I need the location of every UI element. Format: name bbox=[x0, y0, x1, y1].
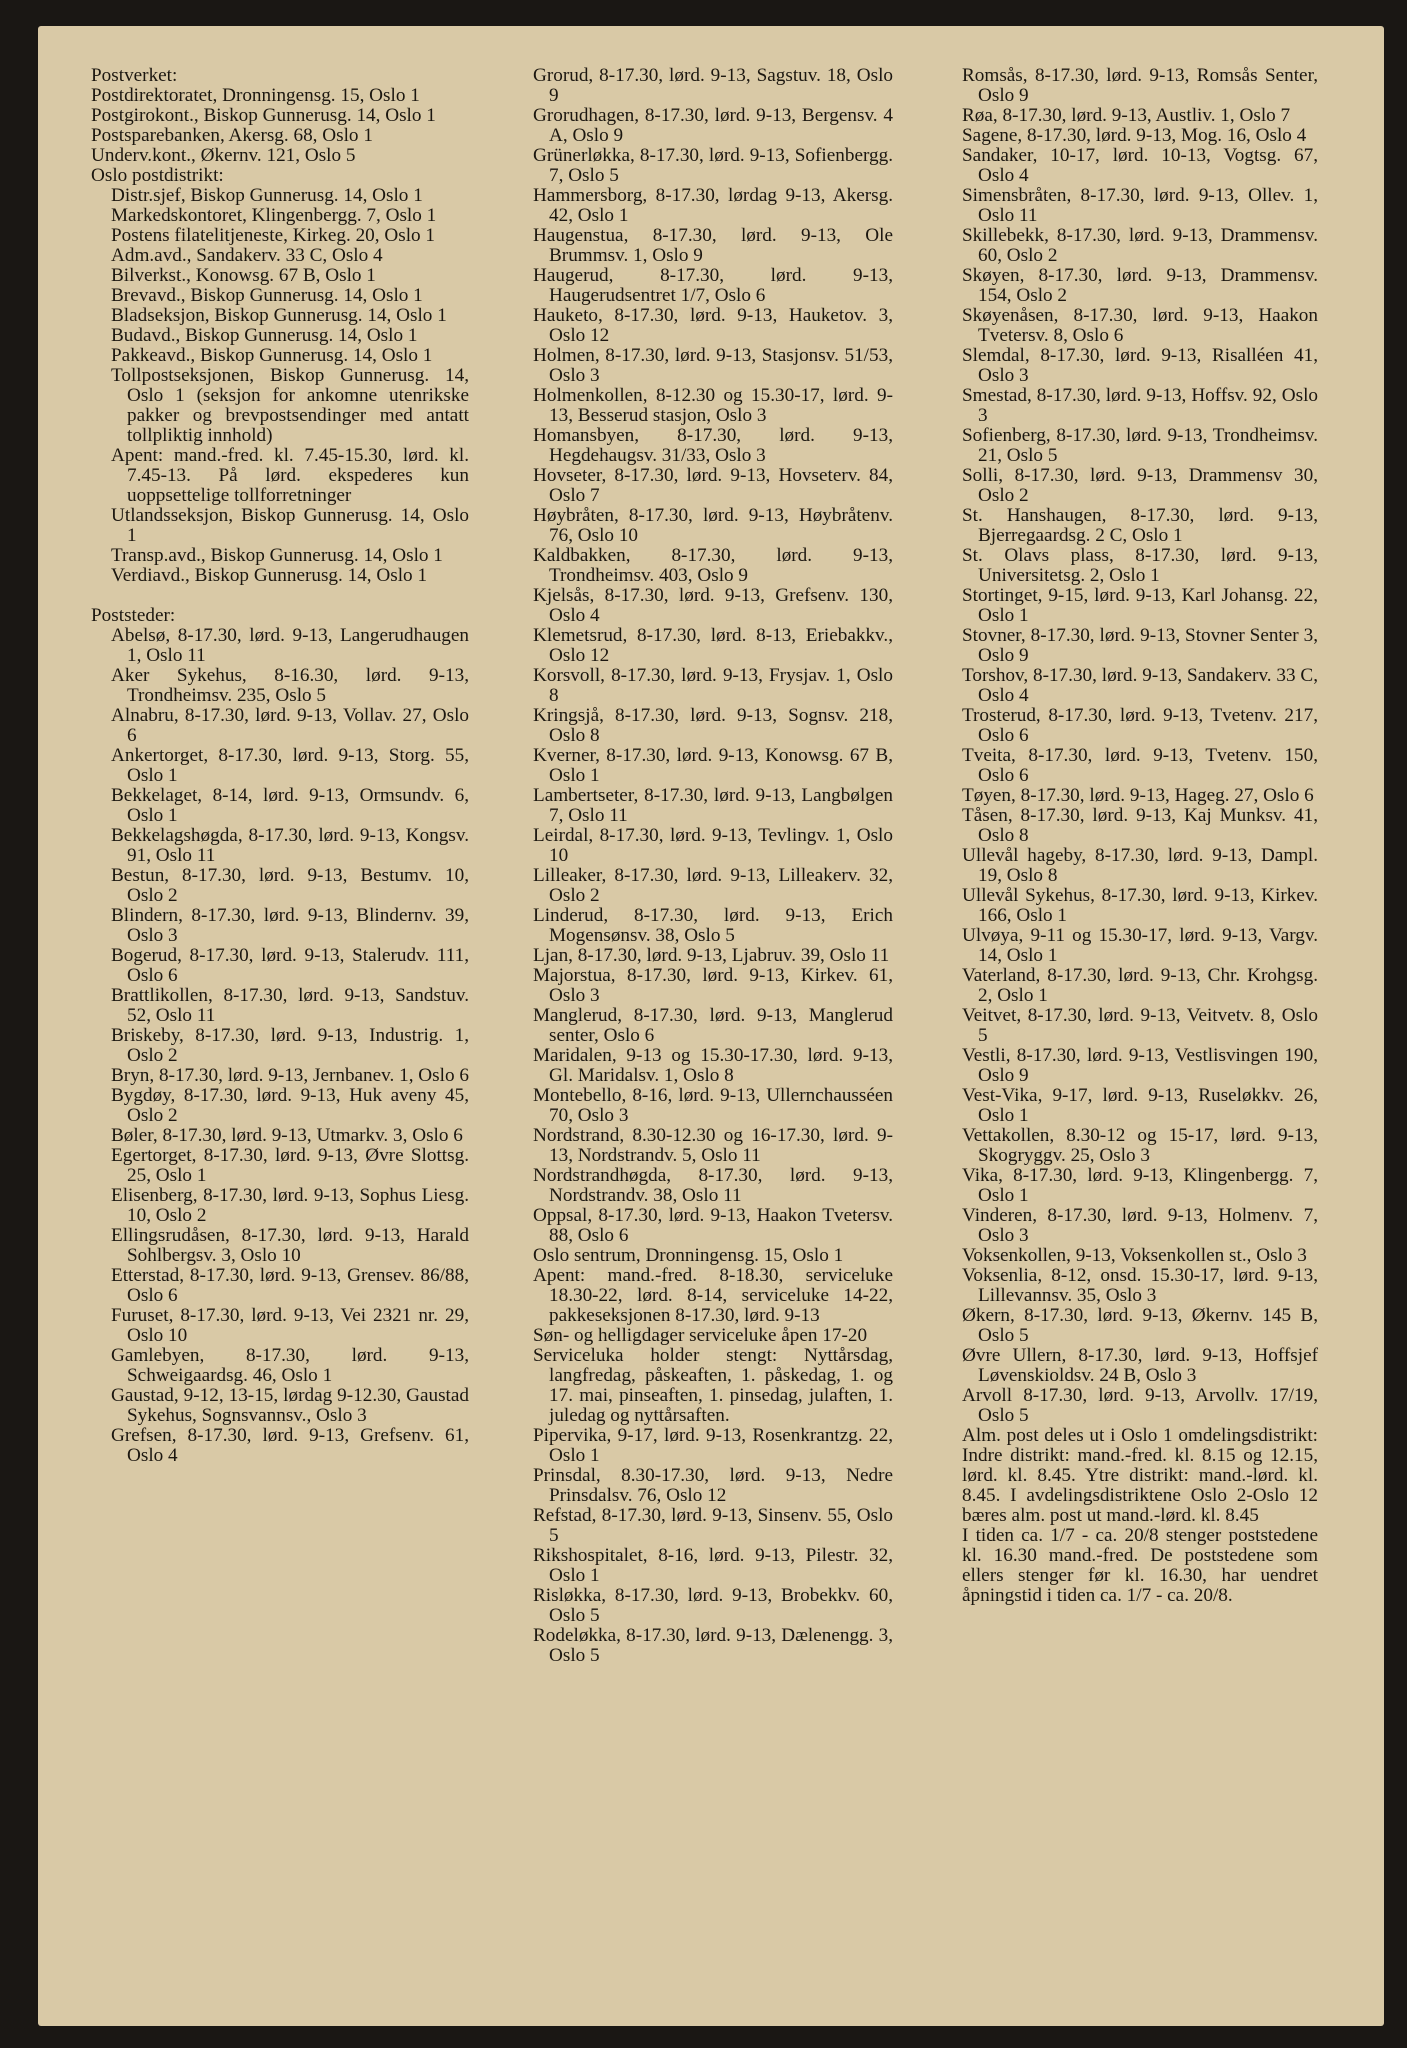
directory-entry: Homansbyen, 8-17.30, lørd. 9-13, Hegdehaugsv. 31/33, Oslo 3 bbox=[533, 425, 893, 466]
directory-entry: Etterstad, 8-17.30, lørd. 9-13, Grensev. 86/88, Oslo 6 bbox=[111, 1265, 469, 1306]
directory-entry: Vaterland, 8-17.30, lørd. 9-13, Chr. Krohgsg. 2, Oslo 1 bbox=[962, 965, 1318, 1006]
directory-entry: Bekkelagshøgda, 8-17.30, lørd. 9-13, Kongsv. 91, Oslo 11 bbox=[111, 825, 469, 866]
directory-entry: Hauketo, 8-17.30, lørd. 9-13, Hauketov. 3, Oslo 12 bbox=[533, 305, 893, 346]
directory-entry: Økern, 8-17.30, lørd. 9-13, Økernv. 145 B, Oslo 5 bbox=[962, 1305, 1318, 1346]
directory-entry: Manglerud, 8-17.30, lørd. 9-13, Manglerud senter, Oslo 6 bbox=[533, 1005, 893, 1046]
column-3 bbox=[962, 66, 1318, 1606]
directory-entry: Grefsen, 8-17.30, lørd. 9-13, Grefsenv. 61, Oslo 4 bbox=[111, 1425, 469, 1466]
directory-entry: Tveita, 8-17.30, lørd. 9-13, Tvetenv. 150, Oslo 6 bbox=[962, 745, 1318, 786]
directory-entry: Egertorget, 8-17.30, lørd. 9-13, Øvre Slottsg. 25, Oslo 1 bbox=[111, 1145, 469, 1186]
directory-entry: Gamlebyen, 8-17.30, lørd. 9-13, Schweigaardsg. 46, Oslo 1 bbox=[111, 1345, 469, 1386]
directory-entry: Solli, 8-17.30, lørd. 9-13, Drammensv 30, Oslo 2 bbox=[962, 465, 1318, 506]
directory-entry: Bygdøy, 8-17.30, lørd. 9-13, Huk aveny 45, Oslo 2 bbox=[111, 1085, 469, 1126]
directory-entry: Nordstrandhøgda, 8-17.30, lørd. 9-13, Nordstrandv. 38, Oslo 11 bbox=[533, 1165, 893, 1206]
directory-entry: Brattlikollen, 8-17.30, lørd. 9-13, Sandstuv. 52, Oslo 11 bbox=[111, 985, 469, 1026]
directory-entry: Distr.sjef, Biskop Gunnerusg. 14, Oslo 1 bbox=[111, 185, 423, 206]
directory-entry: Postsparebanken, Akersg. 68, Oslo 1 bbox=[91, 125, 373, 146]
directory-entry: Ulvøya, 9-11 og 15.30-17, lørd. 9-13, Vargv. 14, Oslo 1 bbox=[962, 925, 1318, 966]
section-heading: Oslo postdistrikt: bbox=[91, 165, 224, 186]
directory-entry: Montebello, 8-16, lørd. 9-13, Ullernchausséen 70, Oslo 3 bbox=[533, 1085, 893, 1126]
directory-entry: Bekkelaget, 8-14, lørd. 9-13, Ormsundv. 6, Oslo 1 bbox=[111, 785, 469, 826]
directory-entry: Smestad, 8-17.30, lørd. 9-13, Hoffsv. 92, Oslo 3 bbox=[962, 385, 1318, 426]
directory-entry: Vettakollen, 8.30-12 og 15-17, lørd. 9-13, Skogryggv. 25, Oslo 3 bbox=[962, 1125, 1318, 1166]
directory-entry: Kaldbakken, 8-17.30, lørd. 9-13, Trondheimsv. 403, Oslo 9 bbox=[533, 545, 893, 586]
directory-entry: Furuset, 8-17.30, lørd. 9-13, Vei 2321 nr. 29, Oslo 10 bbox=[111, 1305, 469, 1346]
directory-entry: Øvre Ullern, 8-17.30, lørd. 9-13, Hoffsjef Løvenskioldsv. 24 B, Oslo 3 bbox=[962, 1345, 1318, 1386]
directory-entry: Leirdal, 8-17.30, lørd. 9-13, Tevlingv. 1, Oslo 10 bbox=[533, 825, 893, 866]
directory-entry: Gaustad, 9-12, 13-15, lørdag 9-12.30, Gaustad Sykehus, Sognsvannsv., Oslo 3 bbox=[111, 1385, 469, 1426]
directory-entry: Kjelsås, 8-17.30, lørd. 9-13, Grefsenv. 130, Oslo 4 bbox=[533, 585, 893, 626]
directory-entry: Simensbråten, 8-17.30, lørd. 9-13, Ollev. 1, Oslo 11 bbox=[962, 185, 1318, 226]
directory-entry: Vika, 8-17.30, lørd. 9-13, Klingenbergg. 7, Oslo 1 bbox=[962, 1165, 1318, 1206]
directory-entry: Linderud, 8-17.30, lørd. 9-13, Erich Mogensønsv. 38, Oslo 5 bbox=[533, 905, 893, 946]
directory-entry: Verdiavd., Biskop Gunnerusg. 14, Oslo 1 bbox=[111, 565, 428, 586]
directory-entry: Postdirektoratet, Dronningensg. 15, Oslo 1 bbox=[91, 85, 420, 106]
directory-entry: Voksenlia, 8-12, onsd. 15.30-17, lørd. 9-13, Lillevannsv. 35, Oslo 3 bbox=[962, 1265, 1318, 1306]
directory-entry: Briskeby, 8-17.30, lørd. 9-13, Industrig. 1, Oslo 2 bbox=[111, 1025, 469, 1066]
directory-entry: Arvoll 8-17.30, lørd. 9-13, Arvollv. 17/19, Oslo 5 bbox=[962, 1385, 1318, 1426]
directory-entry: Slemdal, 8-17.30, lørd. 9-13, Risalléen 41, Oslo 3 bbox=[962, 345, 1318, 386]
directory-entry: Risløkka, 8-17.30, lørd. 9-13, Brobekkv. 60, Oslo 5 bbox=[533, 1585, 893, 1626]
directory-entry: Markedskontoret, Klingenbergg. 7, Oslo 1 bbox=[111, 205, 437, 226]
directory-entry: Tøyen, 8-17.30, lørd. 9-13, Hageg. 27, Oslo 6 bbox=[962, 785, 1314, 806]
section-heading: Postverket: bbox=[91, 65, 178, 86]
directory-entry: Tollpostseksjonen, Biskop Gunnerusg. 14, Oslo 1 (seksjon for ankomne utenrikske pakker og brevpostsendinger med antatt tollpliktig innhold) bbox=[111, 365, 469, 446]
directory-entry: Oppsal, 8-17.30, lørd. 9-13, Haakon Tvetersv. 88, Oslo 6 bbox=[533, 1205, 893, 1246]
directory-entry: Budavd., Biskop Gunnerusg. 14, Oslo 1 bbox=[111, 325, 418, 346]
directory-entry: Apent: mand.-fred. kl. 7.45-15.30, lørd. kl. 7.45-13. På lørd. ekspederes kun uoppsettelige tollforretninger bbox=[111, 445, 469, 506]
directory-entry: Søn- og helligdager serviceluke åpen 17-20 bbox=[533, 1325, 868, 1346]
directory-entry: Ankertorget, 8-17.30, lørd. 9-13, Storg. 55, Oslo 1 bbox=[111, 745, 469, 786]
directory-entry: Rikshospitalet, 8-16, lørd. 9-13, Pilestr. 32, Oslo 1 bbox=[533, 1545, 893, 1586]
directory-entry: Grorudhagen, 8-17.30, lørd. 9-13, Bergensv. 4 A, Oslo 9 bbox=[533, 105, 893, 146]
directory-entry: Kringsjå, 8-17.30, lørd. 9-13, Sognsv. 218, Oslo 8 bbox=[533, 705, 893, 746]
directory-entry: Sagene, 8-17.30, lørd. 9-13, Mog. 16, Oslo 4 bbox=[962, 125, 1307, 146]
directory-entry: Utlandsseksjon, Biskop Gunnerusg. 14, Oslo 1 bbox=[111, 505, 469, 546]
directory-entry: Majorstua, 8-17.30, lørd. 9-13, Kirkev. 61, Oslo 3 bbox=[533, 965, 893, 1006]
directory-entry: Underv.kont., Økernv. 121, Oslo 5 bbox=[91, 145, 356, 166]
directory-entry: Romsås, 8-17.30, lørd. 9-13, Romsås Senter, Oslo 9 bbox=[962, 65, 1318, 106]
note-paragraph: Alm. post deles ut i Oslo 1 omdelingsdistrikt: Indre distrikt: mand.-fred. kl. 8.15 og 12.15, lørd. kl. 8.45. Ytre distrikt: mand.-lørd. kl. 8.45. I avdelingsdistriktene Oslo 2-Oslo 12 bæres alm. post ut mand.-lørd. kl. 8.45 bbox=[962, 1425, 1318, 1526]
directory-entry: Skillebekk, 8-17.30, lørd. 9-13, Drammensv. 60, Oslo 2 bbox=[962, 225, 1318, 266]
directory-entry: Maridalen, 9-13 og 15.30-17.30, lørd. 9-13, Gl. Maridalsv. 1, Oslo 8 bbox=[533, 1045, 893, 1086]
section-heading: Poststeder: bbox=[91, 605, 176, 626]
note-paragraph: I tiden ca. 1/7 - ca. 20/8 stenger poststedene kl. 16.30 mand.-fred. De poststedene som ellers stenger før kl. 16.30, har uendret åpningstid i tiden ca. 1/7 - ca. 20/8. bbox=[962, 1525, 1318, 1606]
directory-entry: Alnabru, 8-17.30, lørd. 9-13, Vollav. 27, Oslo 6 bbox=[111, 705, 469, 746]
directory-entry: Ljan, 8-17.30, lørd. 9-13, Ljabruv. 39, Oslo 11 bbox=[533, 945, 890, 966]
directory-entry: Postens filatelitjeneste, Kirkeg. 20, Oslo 1 bbox=[111, 225, 436, 246]
directory-entry: Lambertseter, 8-17.30, lørd. 9-13, Langbølgen 7, Oslo 11 bbox=[533, 785, 893, 826]
directory-entry: Elisenberg, 8-17.30, lørd. 9-13, Sophus Liesg. 10, Oslo 2 bbox=[111, 1185, 469, 1226]
directory-entry: Sofienberg, 8-17.30, lørd. 9-13, Trondheimsv. 21, Oslo 5 bbox=[962, 425, 1318, 466]
directory-entry: Pakkeavd., Biskop Gunnerusg. 14, Oslo 1 bbox=[111, 345, 433, 366]
directory-entry: Ullevål Sykehus, 8-17.30, lørd. 9-13, Kirkev. 166, Oslo 1 bbox=[962, 885, 1318, 926]
directory-entry: Abelsø, 8-17.30, lørd. 9-13, Langerudhaugen 1, Oslo 11 bbox=[111, 625, 469, 666]
directory-entry: Kverner, 8-17.30, lørd. 9-13, Konowsg. 67 B, Oslo 1 bbox=[533, 745, 893, 786]
directory-entry: St. Hanshaugen, 8-17.30, lørd. 9-13, Bjerregaardsg. 2 C, Oslo 1 bbox=[962, 505, 1318, 546]
directory-entry: Stovner, 8-17.30, lørd. 9-13, Stovner Senter 3, Oslo 9 bbox=[962, 625, 1318, 666]
directory-entry: Aker Sykehus, 8-16.30, lørd. 9-13, Trondheimsv. 235, Oslo 5 bbox=[111, 665, 469, 706]
directory-entry: Ullevål hageby, 8-17.30, lørd. 9-13, Dampl. 19, Oslo 8 bbox=[962, 845, 1318, 886]
column-2 bbox=[533, 66, 893, 1666]
directory-entry: Skøyen, 8-17.30, lørd. 9-13, Drammensv. 154, Oslo 2 bbox=[962, 265, 1318, 306]
directory-entry: Serviceluka holder stengt: Nyttårsdag, langfredag, påskeaften, 1. påskedag, 1. og 17. mai, pinseaften, 1. pinsedag, julaften, 1. juledag og nyttårsaften. bbox=[533, 1345, 893, 1426]
column-1 bbox=[91, 66, 469, 1466]
directory-entry: Stortinget, 9-15, lørd. 9-13, Karl Johansg. 22, Oslo 1 bbox=[962, 585, 1318, 626]
directory-entry: Grünerløkka, 8-17.30, lørd. 9-13, Sofienbergg. 7, Oslo 5 bbox=[533, 145, 893, 186]
directory-entry: Refstad, 8-17.30, lørd. 9-13, Sinsenv. 55, Oslo 5 bbox=[533, 1505, 893, 1546]
directory-entry: Haugenstua, 8-17.30, lørd. 9-13, Ole Brummsv. 1, Oslo 9 bbox=[533, 225, 893, 266]
directory-entry: Bøler, 8-17.30, lørd. 9-13, Utmarkv. 3, Oslo 6 bbox=[111, 1125, 463, 1146]
directory-entry: Prinsdal, 8.30-17.30, lørd. 9-13, Nedre Prinsdalsv. 76, Oslo 12 bbox=[533, 1465, 893, 1506]
directory-entry: Holmen, 8-17.30, lørd. 9-13, Stasjonsv. 51/53, Oslo 3 bbox=[533, 345, 893, 386]
directory-entry: Ellingsrudåsen, 8-17.30, lørd. 9-13, Harald Sohlbergsv. 3, Oslo 10 bbox=[111, 1225, 469, 1266]
directory-entry: Bladseksjon, Biskop Gunnerusg. 14, Oslo 1 bbox=[111, 305, 447, 326]
directory-entry: Vestli, 8-17.30, lørd. 9-13, Vestlisvingen 190, Oslo 9 bbox=[962, 1045, 1318, 1086]
directory-entry: Torshov, 8-17.30, lørd. 9-13, Sandakerv. 33 C, Oslo 4 bbox=[962, 665, 1318, 706]
directory-entry: Apent: mand.-fred. 8-18.30, serviceluke 18.30-22, lørd. 8-14, serviceluke 14-22, pakkeseksjonen 8-17.30, lørd. 9-13 bbox=[533, 1265, 893, 1326]
directory-entry: Transp.avd., Biskop Gunnerusg. 14, Oslo 1 bbox=[111, 545, 443, 566]
directory-entry: Sandaker, 10-17, lørd. 10-13, Vogtsg. 67, Oslo 4 bbox=[962, 145, 1318, 186]
directory-entry: Blindern, 8-17.30, lørd. 9-13, Blindernv. 39, Oslo 3 bbox=[111, 905, 469, 946]
directory-entry: Nordstrand, 8.30-12.30 og 16-17.30, lørd. 9-13, Nordstrandv. 5, Oslo 11 bbox=[533, 1125, 893, 1166]
directory-entry: Bogerud, 8-17.30, lørd. 9-13, Stalerudv. 111, Oslo 6 bbox=[111, 945, 469, 986]
directory-entry: Trosterud, 8-17.30, lørd. 9-13, Tvetenv. 217, Oslo 6 bbox=[962, 705, 1318, 746]
directory-entry: Postgirokont., Biskop Gunnerusg. 14, Oslo 1 bbox=[91, 105, 436, 126]
directory-entry: Pipervika, 9-17, lørd. 9-13, Rosenkrantzg. 22, Oslo 1 bbox=[533, 1425, 893, 1466]
directory-entry: Klemetsrud, 8-17.30, lørd. 8-13, Eriebakkv., Oslo 12 bbox=[533, 625, 893, 666]
directory-entry: Røa, 8-17.30, lørd. 9-13, Austliv. 1, Oslo 7 bbox=[962, 105, 1291, 126]
directory-entry: Veitvet, 8-17.30, lørd. 9-13, Veitvetv. 8, Oslo 5 bbox=[962, 1005, 1318, 1046]
directory-entry: Bryn, 8-17.30, lørd. 9-13, Jernbanev. 1, Oslo 6 bbox=[111, 1065, 469, 1086]
directory-entry: Adm.avd., Sandakerv. 33 C, Oslo 4 bbox=[111, 245, 383, 266]
directory-entry: Rodeløkka, 8-17.30, lørd. 9-13, Dælenengg. 3, Oslo 5 bbox=[533, 1625, 893, 1666]
directory-entry: Vinderen, 8-17.30, lørd. 9-13, Holmenv. 7, Oslo 3 bbox=[962, 1205, 1318, 1246]
directory-entry: Grorud, 8-17.30, lørd. 9-13, Sagstuv. 18, Oslo 9 bbox=[533, 65, 893, 106]
directory-entry: Korsvoll, 8-17.30, lørd. 9-13, Frysjav. 1, Oslo 8 bbox=[533, 665, 893, 706]
directory-entry: Haugerud, 8-17.30, lørd. 9-13, Haugerudsentret 1/7, Oslo 6 bbox=[533, 265, 893, 306]
directory-entry: Høybråten, 8-17.30, lørd. 9-13, Høybråtenv. 76, Oslo 10 bbox=[533, 505, 893, 546]
directory-entry: St. Olavs plass, 8-17.30, lørd. 9-13, Universitetsg. 2, Oslo 1 bbox=[962, 545, 1318, 586]
directory-entry: Brevavd., Biskop Gunnerusg. 14, Oslo 1 bbox=[111, 285, 423, 306]
directory-entry: Oslo sentrum, Dronningensg. 15, Oslo 1 bbox=[533, 1245, 844, 1266]
directory-entry: Hammersborg, 8-17.30, lørdag 9-13, Akersg. 42, Oslo 1 bbox=[533, 185, 893, 226]
directory-entry: Skøyenåsen, 8-17.30, lørd. 9-13, Haakon Tvetersv. 8, Oslo 6 bbox=[962, 305, 1318, 346]
directory-entry: Bestun, 8-17.30, lørd. 9-13, Bestumv. 10, Oslo 2 bbox=[111, 865, 469, 906]
directory-entry: Holmenkollen, 8-12.30 og 15.30-17, lørd. 9-13, Besserud stasjon, Oslo 3 bbox=[533, 385, 893, 426]
directory-entry: Voksenkollen, 9-13, Voksenkollen st., Oslo 3 bbox=[962, 1245, 1307, 1266]
directory-entry: Bilverkst., Konowsg. 67 B, Oslo 1 bbox=[111, 265, 376, 286]
directory-entry: Lilleaker, 8-17.30, lørd. 9-13, Lilleakerv. 32, Oslo 2 bbox=[533, 865, 893, 906]
directory-entry: Vest-Vika, 9-17, lørd. 9-13, Ruseløkkv. 26, Oslo 1 bbox=[962, 1085, 1318, 1126]
directory-entry: Tåsen, 8-17.30, lørd. 9-13, Kaj Munksv. 41, Oslo 8 bbox=[962, 805, 1318, 846]
directory-entry: Hovseter, 8-17.30, lørd. 9-13, Hovseterv. 84, Oslo 7 bbox=[533, 465, 893, 506]
